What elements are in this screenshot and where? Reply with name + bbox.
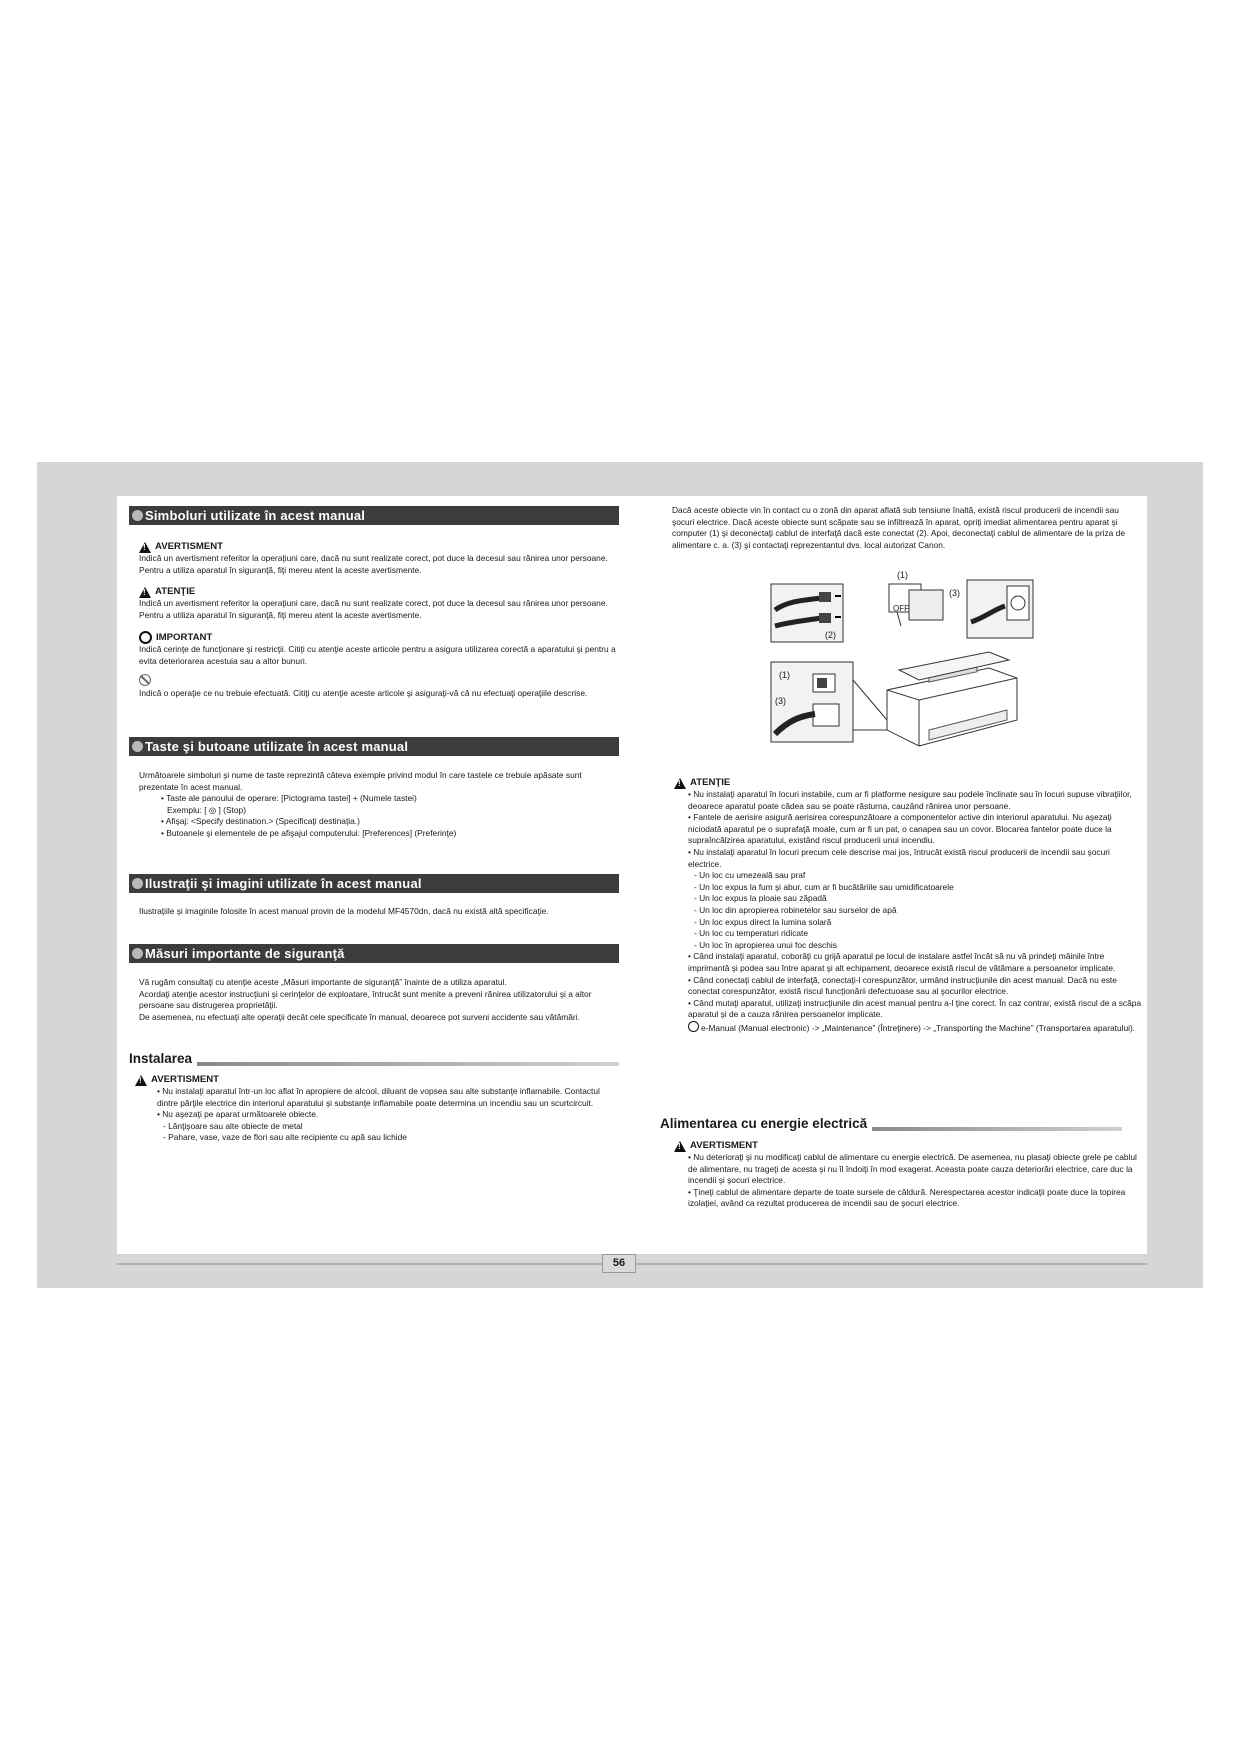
atentie-dash-6: - Un loc cu temperaturi ridicate [694,928,809,939]
section-bullet-icon [132,948,143,959]
atentie-dash-7: - Un loc în apropierea unui foc deschis [694,939,837,950]
taste-example: Exemplu: [ ◎ ] (Stop) [167,804,246,815]
right-intro-text: Dacă aceste obiecte vin în contact cu o zonă din aparat aflată sub tensiune înaltă, există riscul producerii de incendii sau şocuri electrice. Dacă aceste obiecte sunt scăpate sau se infiltrează în aparat, opriţi imediat alimentarea pentru aparat şi computer (1) şi deconectaţi cablul de interfaţă dacă este conectat (2). Apoi, deconectaţi cablul de alimentare de la priza de alimentare c. a. (3) şi contactaţi reprezentantul dvs. local autorizat Canon. [672,505,1125,550]
avertisment-block [139,541,617,576]
figure-label-3: (3) [949,588,960,598]
caution-triangle-icon [139,587,151,598]
section-bar-masuri [129,944,619,963]
atentie-heading: ! ATENŢIE [139,586,617,598]
caution-triangle-icon [674,778,686,789]
atentie-bullet-2: • Fantele de aerisire asigură aerisirea corespunzătoare a componentelor active din interiorul aparatului. Nu aşezaţi niciodată aparatul pe o suprafaţă moale, cum ar fi un pat, o canapea sau un covor. Blocarea fantelor poate duce la supraîncălzirea aparatului, existând riscul producerii unui incendiu. [688,812,1112,846]
instalarea-dash-1: - Lănţişoare sau alte obiecte de metal [163,1120,303,1131]
alimentarea-rule [872,1127,1122,1131]
ilustratii-text: Ilustraţiile şi imaginile folosite în acest manual provin de la modelul MF4570dn, dacă nu există altă specificaţie. [139,906,549,916]
atentie-bullet-4: • Când instalaţi aparatul, coborâţi cu grijă aparatul pe locul de instalare astfel încât să nu vă prindeţi mâinile între imprimantă şi podea sau între aparat şi alt echipament, deoarece există riscul de vătămare a persoanelor implicate. [688,951,1116,973]
page-number: 56 [602,1254,636,1273]
masuri-p1: Vă rugăm consultaţi cu atenţie aceste „Măsuri importante de siguranţă” înainte de a utiliza aparatul. [139,977,507,987]
atentie-dash-2: - Un loc expus la fum şi abur, cum ar fi bucătăriile sau umidificatoarele [694,881,954,892]
emanual-icon [688,1021,699,1032]
figure-label-1-lower: (1) [779,670,790,680]
atentie-block [139,586,617,621]
atentie-bullet-1: • Nu instalaţi aparatul în locuri instabile, cum ar fi platforme nesigure sau podele înclinate sau în locuri supuse vibraţiilor, deoarece aparatul poate cădea sau se poate răsturna, cauzând rănirea unor persoane. [688,789,1132,811]
alimentarea-heading: Alimentarea cu energie electrică [660,1116,868,1131]
section-bullet-icon [132,878,143,889]
atentie-bullet-5: • Când conectaţi cablul de interfaţă, conectaţi-l corespunzător, urmând instrucţiunile din acest manual. Dacă nu este conectat corespunzător, există riscul funcţionării defectuoase sau al şocurilor electrice. [688,974,1117,997]
instalarea-avertisment-heading: ! AVERTISMENT [135,1074,617,1086]
section-title: Taste şi butoane utilizate în acest manual [145,739,409,754]
prohibit-heading [139,674,617,686]
atentie-emanual-ref: e-Manual (Manual electronic) -> „Maintenance” (Întreţinere) -> „Transporting the Machine” (Transportarea aparatului). [674,1021,1142,1035]
figure-label-3-lower: (3) [775,696,786,706]
footer-rule-left [117,1263,602,1265]
atentie-dash-3: - Un loc expus la ploaie sau zăpadă [694,893,827,904]
ilustratii-body [139,906,617,918]
unplug-illustration [769,570,1037,766]
section-bullet-icon [132,510,143,521]
atentie-bullet-6: • Când mutaţi aparatul, utilizaţi instrucţiunile din acest manual pentru a-l ţine corect. În caz contrar, există riscul de a scăpa aparatul şi de a cauza rănirea persoanelor implicate. [688,997,1142,1020]
instalarea-dash-2: - Pahare, vase, vaze de flori sau alte recipiente cu apă sau lichide [163,1132,407,1143]
prohibit-text: Indică o operaţie ce nu trebuie efectuată. Citiţi cu atenţie aceste articole şi asiguraţi-vă că nu efectuaţi operaţiile descrise. [139,688,588,698]
taste-bullet-1: • Taste ale panoului de operare: [Pictograma tastei] + (Numele tastei) [161,793,417,804]
instalarea-bullet-2: • Nu aşezaţi pe aparat următoarele obiecte. [157,1109,319,1120]
figure-label-1: (1) [897,570,908,580]
warning-triangle-icon [135,1075,147,1086]
atentie-bullet-3: • Nu instalaţi aparatul în locuri precum cele descrise mai jos, întrucât există riscul producerii de incendii sau şocuri electrice. [688,846,1110,869]
section-title: Ilustraţii şi imagini utilizate în acest manual [145,876,422,891]
instalarea-bullet-1: • Nu instalaţi aparatul într-un loc aflat în apropiere de alcool, diluant de vopsea sau alte substanţe inflamabile. Contactul dintre părţile electrice din interiorul aparatului şi substanţe inflamabile poate determina un incendiu sau un scurtcircuit. [157,1086,600,1108]
instalarea-heading: Instalarea [129,1051,193,1066]
section-title: Simboluri utilizate în acest manual [145,508,366,523]
important-heading: IMPORTANT [139,631,617,644]
important-icon [139,631,152,644]
masuri-p2: Acordaţi atenţie acestor instrucţiuni şi cerinţelor de exploatare, întrucât sunt menite a preveni rănirea utilizatorului şi a altor persoane sau distrugerea proprietăţii. [139,988,592,1011]
figure-off-label: OFF [893,604,909,613]
manual-page [117,496,1147,1269]
section-bullet-icon [132,741,143,752]
footer-rule-right [636,1263,1147,1265]
alimentarea-bullet-1: • Nu deterioraţi şi nu modificaţi cablul de alimentare cu energie electrică. De asemenea, nu plasaţi obiecte grele pe cablul de alimentare, nu trageţi de acesta şi nu îl îndoiţi în mod exagerat. Aceasta poate cauza deteriorări electrice, care duc la incendii şi şocuri electrice. [688,1152,1137,1186]
figure-label-2: (2) [825,630,836,640]
important-text: Indică cerinţe de funcţionare şi restricţii. Citiţi cu atenţie aceste articole pentru a asigura utilizarea corectă a aparatului şi pentru a evita deteriorarea acestuia sau a altor bunuri. [139,644,616,666]
section-bar-taste [129,737,619,756]
atentie-right-heading: ! ATENŢIE [674,777,1142,789]
prohibit-block [139,674,617,700]
taste-body [139,770,609,840]
masuri-body [139,977,617,1023]
prohibit-icon [139,674,151,686]
instalarea-rule [197,1062,619,1066]
atentie-dash-4: - Un loc din apropierea robinetelor sau surselor de apă [694,904,897,915]
section-title: Măsuri importante de siguranţă [145,946,345,961]
instalarea-body [135,1074,617,1144]
important-block [139,631,617,667]
section-bar-simboluri [129,506,619,525]
warning-triangle-icon [674,1141,686,1152]
masuri-p3: De asemenea, nu efectuaţi alte operaţii decât cele specificate în manual, deoarece pot surveni accidente sau vătămări. [139,1011,580,1022]
alimentarea-avertisment-heading: ! AVERTISMENT [674,1140,1142,1152]
taste-intro: Următoarele simboluri şi nume de taste reprezintă câteva exemple privind modul în care tastele ce trebuie apăsate sunt prezentate în acest manual. [139,770,582,792]
warning-triangle-icon [139,542,151,553]
avertisment-heading: ! AVERTISMENT [139,541,617,553]
alimentarea-body [674,1140,1142,1210]
atentie-right-block [674,777,1142,1034]
atentie-dash-5: - Un loc expus direct la lumina solară [694,916,832,927]
unplug-illustration-svg [769,570,1037,766]
right-intro [672,505,1142,551]
avertisment-text: Indică un avertisment referitor la operaţiuni care, dacă nu sunt realizate corect, pot duce la decesul sau rănirea unor persoane. Pentru a utiliza aparatul în siguranţă, fiţi mereu atent la aceste avertismente. [139,553,608,575]
atentie-text: Indică un avertisment referitor la operaţiuni care, dacă nu sunt realizate corect, pot duce la decesul sau rănirea unor persoane. Pentru a utiliza aparatul în siguranţă, fiţi mereu atent la aceste avertismente. [139,598,608,620]
taste-bullet-3: • Butoanele şi elementele de pe afişajul computerului: [Preferences] (Preferinţe) [161,827,457,838]
alimentarea-bullet-2: • Ţineţi cablul de alimentare departe de toate sursele de căldură. Nerespectarea acestor indicaţii poate duce la topirea izolaţiei, având ca rezultat producerea de incendii sau de şocuri electrice. [688,1186,1126,1209]
atentie-dash-1: - Un loc cu umezeală sau praf [694,870,806,881]
section-bar-ilustratii [129,874,619,893]
taste-bullet-2: • Afişaj: <Specify destination.> (Specificaţi destinaţia.) [161,816,360,827]
